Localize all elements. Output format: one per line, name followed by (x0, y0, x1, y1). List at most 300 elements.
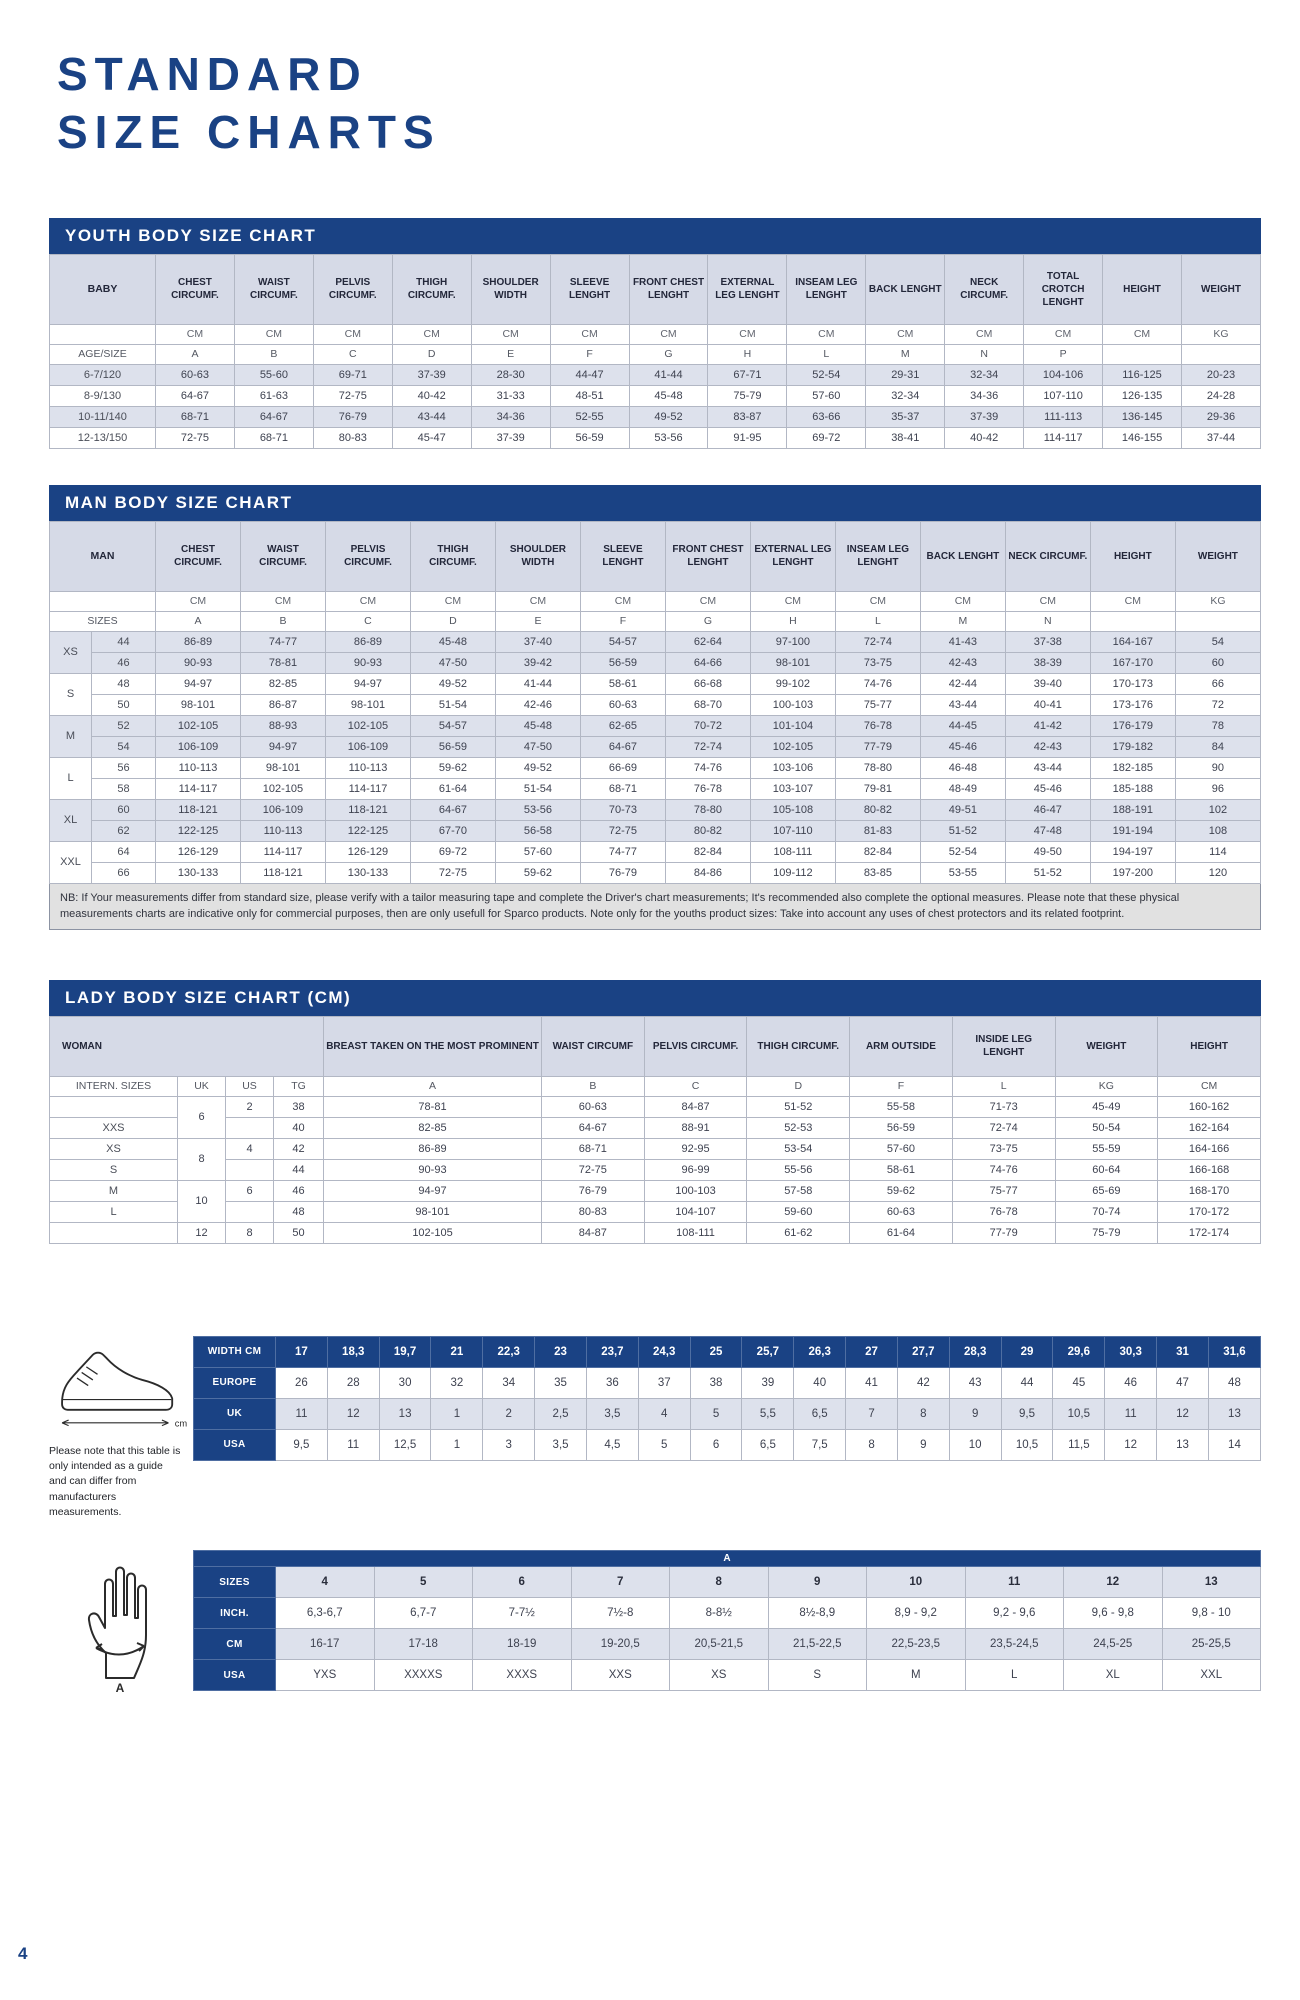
value-cell: 84 (1175, 736, 1260, 757)
column-header: HEIGHT (1103, 254, 1182, 324)
intern-size-cell (50, 1222, 178, 1243)
value-cell: 61-64 (850, 1222, 953, 1243)
value-cell: 30 (379, 1367, 431, 1398)
us-size-cell: 2 (226, 1096, 274, 1117)
glove-icon (76, 1550, 166, 1695)
value-cell: 38 (690, 1367, 742, 1398)
page-title (0, 0, 1300, 162)
value-cell: 6 (690, 1429, 742, 1460)
uk-size-cell: 6 (178, 1096, 226, 1138)
unit-cell: CM (156, 591, 241, 611)
unit-cell: CM (410, 591, 495, 611)
table-row (194, 1429, 1261, 1460)
value-cell: 80-82 (835, 799, 920, 820)
value-cell: 55-56 (747, 1159, 850, 1180)
value-cell: 94-97 (324, 1180, 542, 1201)
size-letter-cell: A (156, 611, 241, 631)
value-cell: 81-83 (835, 820, 920, 841)
table-row (50, 799, 1261, 820)
value-cell: 96-99 (644, 1159, 747, 1180)
value-cell: 36 (586, 1367, 638, 1398)
value-cell: XXL (1162, 1660, 1261, 1691)
value-cell: 10 (867, 1567, 966, 1598)
value-cell: 37-39 (945, 406, 1024, 427)
unit-cell: CM (550, 324, 629, 344)
value-cell: 28-30 (471, 364, 550, 385)
value-cell: 79-81 (835, 778, 920, 799)
table-row (194, 1336, 1261, 1367)
value-cell: 68-71 (156, 406, 235, 427)
value-cell: S (768, 1660, 867, 1691)
value-cell: 35-37 (866, 406, 945, 427)
value-cell: 12 (1105, 1429, 1157, 1460)
value-cell: 59-60 (747, 1201, 850, 1222)
value-cell: 166-168 (1158, 1159, 1261, 1180)
size-letter-cell: B (234, 344, 313, 364)
value-cell: 51-52 (920, 820, 1005, 841)
value-cell: 42-43 (1005, 736, 1090, 757)
value-cell: 77-79 (952, 1222, 1055, 1243)
value-cell: 80-82 (665, 820, 750, 841)
value-cell: 66-68 (665, 673, 750, 694)
value-cell: 72-75 (542, 1159, 645, 1180)
value-cell: 160-162 (1158, 1096, 1261, 1117)
value-cell: 34-36 (945, 385, 1024, 406)
value-cell: 58-61 (580, 673, 665, 694)
value-cell: 59-62 (850, 1180, 953, 1201)
value-cell: 110-113 (325, 757, 410, 778)
value-cell: XL (1064, 1660, 1163, 1691)
size-cell: 56 (92, 757, 156, 778)
value-cell: 74-76 (665, 757, 750, 778)
value-cell: 122-125 (156, 820, 241, 841)
tg-size-cell: 40 (274, 1117, 324, 1138)
size-cell: 66 (92, 862, 156, 883)
unit-cell: CM (241, 591, 326, 611)
value-cell: 80-83 (542, 1201, 645, 1222)
tg-size-cell: 42 (274, 1138, 324, 1159)
size-letter-cell: D (410, 611, 495, 631)
value-cell: 75-79 (708, 385, 787, 406)
value-cell: 86-89 (324, 1138, 542, 1159)
lady-size-table (49, 1016, 1261, 1244)
value-cell: 182-185 (1090, 757, 1175, 778)
size-cell: 48 (92, 673, 156, 694)
sub-header-cell: CM (1158, 1076, 1261, 1096)
value-cell: 43-44 (920, 694, 1005, 715)
value-cell: 3,5 (535, 1429, 587, 1460)
value-cell: 6,5 (794, 1398, 846, 1429)
value-cell: 122-125 (325, 820, 410, 841)
value-cell: 98-101 (241, 757, 326, 778)
unit-cell: CM (750, 591, 835, 611)
value-cell: 76-78 (665, 778, 750, 799)
glove-row-label: INCH. (194, 1598, 276, 1629)
column-header: WEIGHT (1055, 1016, 1158, 1076)
value-cell: 114-117 (1024, 427, 1103, 448)
value-cell: 45-48 (410, 631, 495, 652)
value-cell: 19,7 (379, 1336, 431, 1367)
sub-header-cell: C (644, 1076, 747, 1096)
value-cell: 43-44 (392, 406, 471, 427)
column-header: CHEST CIRCUMF. (156, 521, 241, 591)
value-cell: 9,5 (276, 1429, 328, 1460)
value-cell: 7½-8 (571, 1598, 670, 1629)
value-cell: 72-75 (580, 820, 665, 841)
value-cell: 66 (1175, 673, 1260, 694)
value-cell: 56-59 (580, 652, 665, 673)
value-cell: 2,5 (535, 1398, 587, 1429)
intern-size-cell (50, 1096, 178, 1117)
man-size-table (49, 521, 1261, 884)
value-cell: 2 (483, 1398, 535, 1429)
table-row (50, 611, 1261, 631)
value-cell: 25 (690, 1336, 742, 1367)
value-cell: 44 (1001, 1367, 1053, 1398)
value-cell: 37-39 (392, 364, 471, 385)
value-cell: 40-42 (392, 385, 471, 406)
size-letter-cell (1175, 611, 1260, 631)
value-cell: 7-7½ (473, 1598, 572, 1629)
value-cell: 114-117 (156, 778, 241, 799)
shoe-row-label: USA (194, 1429, 276, 1460)
value-cell: 39 (742, 1367, 794, 1398)
size-letter-cell: D (392, 344, 471, 364)
value-cell: 22,3 (483, 1336, 535, 1367)
value-cell: 35 (535, 1367, 587, 1398)
value-cell: 75-77 (952, 1180, 1055, 1201)
glove-row-label: CM (194, 1629, 276, 1660)
value-cell: 23,7 (586, 1336, 638, 1367)
column-header: THIGH CIRCUMF. (410, 521, 495, 591)
size-cell: 58 (92, 778, 156, 799)
table-row (194, 1629, 1261, 1660)
us-size-cell: 6 (226, 1180, 274, 1201)
sub-header-cell: INTERN. SIZES (50, 1076, 178, 1096)
value-cell: 54-57 (580, 631, 665, 652)
value-cell: 176-179 (1090, 715, 1175, 736)
table-row (50, 652, 1261, 673)
glove-a-label: A (115, 1681, 125, 1695)
value-cell: 31-33 (471, 385, 550, 406)
uk-size-cell: 12 (178, 1222, 226, 1243)
sub-header-cell: A (324, 1076, 542, 1096)
value-cell: L (965, 1660, 1064, 1691)
value-cell: 56-59 (410, 736, 495, 757)
value-cell: 8 (670, 1567, 769, 1598)
table-row (194, 1551, 1261, 1567)
unit-cell: CM (580, 591, 665, 611)
value-cell: 49-52 (495, 757, 580, 778)
value-cell: 55-58 (850, 1096, 953, 1117)
value-cell: 8,9 - 9,2 (867, 1598, 966, 1629)
value-cell: 49-52 (410, 673, 495, 694)
value-cell: 24,5-25 (1064, 1629, 1163, 1660)
table-row (50, 862, 1261, 883)
table-row (50, 715, 1261, 736)
value-cell: 45-46 (920, 736, 1005, 757)
value-cell: 107-110 (1024, 385, 1103, 406)
table-row (50, 385, 1261, 406)
column-header: WEIGHT (1181, 254, 1260, 324)
value-cell: 67-71 (708, 364, 787, 385)
value-cell: 49-52 (629, 406, 708, 427)
value-cell: 23,5-24,5 (965, 1629, 1064, 1660)
column-header: THIGH CIRCUMF. (392, 254, 471, 324)
sub-header-cell: B (542, 1076, 645, 1096)
column-header: WEIGHT (1175, 521, 1260, 591)
measurement-note: NB: If Your measurements differ from standard size, please verify with a tailor measuring tape and complete the Driver's chart measurements; It's recommended also complete the optional measures. Please note that these physical measurements charts are indicative only for commercial purposes, then are only usefull for Sparco products. Note only for the youths product sizes: Take into account any uses of chest protectors and its related footprint. (49, 884, 1261, 930)
value-cell: 99-102 (750, 673, 835, 694)
value-cell: 51-52 (747, 1096, 850, 1117)
value-cell: 12,5 (379, 1429, 431, 1460)
value-cell: 64-67 (410, 799, 495, 820)
table-row (50, 1076, 1261, 1096)
unit-cell (50, 324, 156, 344)
value-cell: 90 (1175, 757, 1260, 778)
value-cell: 55-60 (234, 364, 313, 385)
sub-header-cell: TG (274, 1076, 324, 1096)
value-cell: 53-55 (920, 862, 1005, 883)
youth-size-table (49, 254, 1261, 449)
table-row (50, 1117, 1261, 1138)
value-cell: 11 (276, 1398, 328, 1429)
value-cell: 53-56 (629, 427, 708, 448)
table-row (50, 1201, 1261, 1222)
value-cell: 107-110 (750, 820, 835, 841)
value-cell: 86-89 (325, 631, 410, 652)
value-cell: 6,3-6,7 (276, 1598, 375, 1629)
value-cell: 76-79 (580, 862, 665, 883)
value-cell: 74-77 (241, 631, 326, 652)
table-row (50, 1016, 1261, 1076)
table-row (50, 673, 1261, 694)
value-cell: 37-44 (1181, 427, 1260, 448)
size-letter-cell: L (835, 611, 920, 631)
unit-cell: CM (495, 591, 580, 611)
value-cell: 5 (374, 1567, 473, 1598)
column-header: PELVIS CIRCUMF. (644, 1016, 747, 1076)
unit-cell (50, 591, 156, 611)
column-header: SHOULDER WIDTH (471, 254, 550, 324)
value-cell: 18,3 (327, 1336, 379, 1367)
glove-row-label: USA (194, 1660, 276, 1691)
tg-size-cell: 48 (274, 1201, 324, 1222)
row-label: 8-9/130 (50, 385, 156, 406)
sub-header-cell: UK (178, 1076, 226, 1096)
value-cell: 46-48 (920, 757, 1005, 778)
size-group-cell: S (50, 673, 92, 715)
value-cell: 4,5 (586, 1429, 638, 1460)
size-cell: 44 (92, 631, 156, 652)
size-letter-cell: L (787, 344, 866, 364)
lady-chart-title: LADY BODY SIZE CHART (CM) (49, 980, 1261, 1016)
value-cell: 44-45 (920, 715, 1005, 736)
value-cell: 43 (949, 1367, 1001, 1398)
size-cell: 52 (92, 715, 156, 736)
value-cell: 118-121 (156, 799, 241, 820)
value-cell: 70-73 (580, 799, 665, 820)
value-cell: 39-42 (495, 652, 580, 673)
value-cell: 39-40 (1005, 673, 1090, 694)
glove-size-table (193, 1550, 1261, 1691)
value-cell: 72-75 (410, 862, 495, 883)
size-letter-cell: H (708, 344, 787, 364)
table-row (194, 1598, 1261, 1629)
value-cell: 28,3 (949, 1336, 1001, 1367)
value-cell: 57-60 (787, 385, 866, 406)
size-group-cell: XL (50, 799, 92, 841)
value-cell: 59-62 (495, 862, 580, 883)
value-cell: 92-95 (644, 1138, 747, 1159)
shoe-row-label: WIDTH CM (194, 1336, 276, 1367)
value-cell: 72-74 (665, 736, 750, 757)
table-row (50, 694, 1261, 715)
intern-size-cell: L (50, 1201, 178, 1222)
value-cell: 82-84 (835, 841, 920, 862)
value-cell: 53-56 (495, 799, 580, 820)
value-cell: 27,7 (897, 1336, 949, 1367)
value-cell: 104-106 (1024, 364, 1103, 385)
value-cell: 41-44 (629, 364, 708, 385)
column-header: SLEEVE LENGHT (580, 521, 665, 591)
uk-size-cell: 10 (178, 1180, 226, 1222)
value-cell: 41-44 (495, 673, 580, 694)
value-cell: 120 (1175, 862, 1260, 883)
value-cell: 41 (846, 1367, 898, 1398)
value-cell: 34 (483, 1367, 535, 1398)
value-cell: 5 (690, 1398, 742, 1429)
value-cell: 88-91 (644, 1117, 747, 1138)
value-cell: 51-54 (495, 778, 580, 799)
value-cell: 24,3 (638, 1336, 690, 1367)
value-cell: 54 (1175, 631, 1260, 652)
us-size-cell (226, 1117, 274, 1138)
value-cell: 100-103 (644, 1180, 747, 1201)
size-letter-cell: B (241, 611, 326, 631)
value-cell: 194-197 (1090, 841, 1175, 862)
value-cell: 25-25,5 (1162, 1629, 1261, 1660)
size-group-cell: M (50, 715, 92, 757)
column-header: CHEST CIRCUMF. (156, 254, 235, 324)
value-cell: 8½-8,9 (768, 1598, 867, 1629)
glove-header-cell: A (194, 1551, 1261, 1567)
value-cell: 37-39 (471, 427, 550, 448)
value-cell: 126-129 (325, 841, 410, 862)
size-group-cell: L (50, 757, 92, 799)
shoe-figure (49, 1336, 193, 1520)
shoe-icon (49, 1336, 189, 1436)
size-letter-cell: E (471, 344, 550, 364)
value-cell: 52-53 (747, 1117, 850, 1138)
value-cell: 31 (1157, 1336, 1209, 1367)
table-row (194, 1567, 1261, 1598)
value-cell: 98-101 (750, 652, 835, 673)
value-cell: 18-19 (473, 1629, 572, 1660)
value-cell: 164-167 (1090, 631, 1175, 652)
size-letter-cell: N (1005, 611, 1090, 631)
tg-size-cell: 38 (274, 1096, 324, 1117)
glove-table-wrap (193, 1550, 1261, 1691)
unit-cell: CM (325, 591, 410, 611)
value-cell: 63-66 (787, 406, 866, 427)
value-cell: 4 (638, 1398, 690, 1429)
value-cell: 12 (327, 1398, 379, 1429)
value-cell: 90-93 (156, 652, 241, 673)
sub-header-cell: KG (1055, 1076, 1158, 1096)
lady-size-chart-section (49, 980, 1261, 1244)
value-cell: 71-73 (952, 1096, 1055, 1117)
column-header: PELVIS CIRCUMF. (313, 254, 392, 324)
value-cell: 49-50 (1005, 841, 1090, 862)
size-letter-cell: F (580, 611, 665, 631)
value-cell: 23 (535, 1336, 587, 1367)
unit-cell: CM (1090, 591, 1175, 611)
value-cell: 56-58 (495, 820, 580, 841)
column-header: INSEAM LEG LENGHT (835, 521, 920, 591)
row-label: 12-13/150 (50, 427, 156, 448)
value-cell: 5,5 (742, 1398, 794, 1429)
value-cell: 25,7 (742, 1336, 794, 1367)
value-cell: 118-121 (241, 862, 326, 883)
size-letter-cell: C (313, 344, 392, 364)
unit-cell: KG (1175, 591, 1260, 611)
value-cell: 78-81 (324, 1096, 542, 1117)
value-cell: 94-97 (156, 673, 241, 694)
value-cell: 45-48 (629, 385, 708, 406)
value-cell: 76-78 (952, 1201, 1055, 1222)
size-cell: 50 (92, 694, 156, 715)
unit-cell: CM (866, 324, 945, 344)
unit-cell: CM (1103, 324, 1182, 344)
value-cell: 70-74 (1055, 1201, 1158, 1222)
table-row (194, 1398, 1261, 1429)
unit-cell: CM (156, 324, 235, 344)
size-row-label: AGE/SIZE (50, 344, 156, 364)
value-cell: 40-42 (945, 427, 1024, 448)
row-label: 6-7/120 (50, 364, 156, 385)
table-row (50, 324, 1261, 344)
shoe-guide-note: Please note that this table is only intended as a guide and can differ from manufacturers measurements. (49, 1444, 181, 1518)
value-cell: 146-155 (1103, 427, 1182, 448)
table-row (50, 841, 1261, 862)
value-cell: 48-49 (920, 778, 1005, 799)
value-cell: 86-89 (156, 631, 241, 652)
value-cell: 62-64 (665, 631, 750, 652)
sub-header-cell: US (226, 1076, 274, 1096)
size-letter-cell: F (550, 344, 629, 364)
value-cell: 40 (794, 1367, 846, 1398)
column-header: PELVIS CIRCUMF. (325, 521, 410, 591)
table-row (50, 820, 1261, 841)
value-cell: 84-87 (542, 1222, 645, 1243)
value-cell: 14 (1208, 1429, 1260, 1460)
value-cell: 110-113 (156, 757, 241, 778)
value-cell: 24-28 (1181, 385, 1260, 406)
column-header: EXTERNAL LEG LENGHT (750, 521, 835, 591)
size-letter-cell (1090, 611, 1175, 631)
value-cell: 9,5 (1001, 1398, 1053, 1429)
value-cell: 6,5 (742, 1429, 794, 1460)
value-cell: 54-57 (410, 715, 495, 736)
unit-cell: CM (392, 324, 471, 344)
value-cell: 114-117 (325, 778, 410, 799)
value-cell: 102-105 (324, 1222, 542, 1243)
value-cell: 37-38 (1005, 631, 1090, 652)
value-cell: 60 (1175, 652, 1260, 673)
glove-figure (49, 1550, 193, 1700)
value-cell: 3 (483, 1429, 535, 1460)
